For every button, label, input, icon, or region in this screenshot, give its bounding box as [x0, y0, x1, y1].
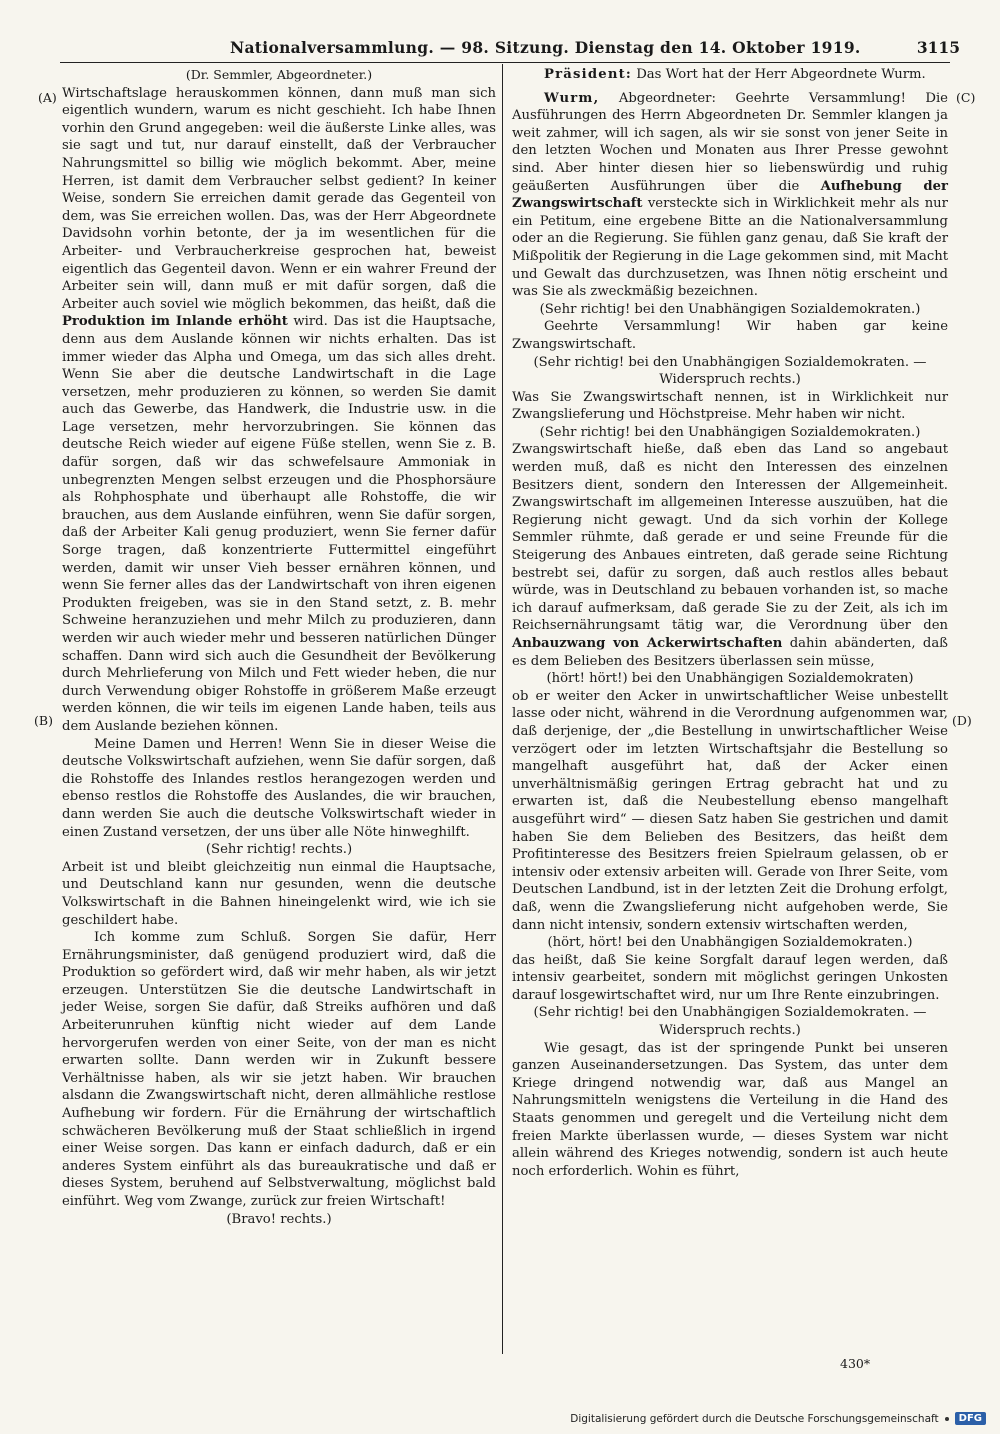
paragraph: ob er weiter den Acker in unwirtschaftlicher Weise unbestellt lasse oder nicht, während in die Verordnung aufgenommen war, daß derjenige, der „die Bestellung in unwirtschaftlicher Weise verzögert oder im letzten Wirtschaftsjahr die Bestellung so mangelhaft ausgeführt hat, daß der Acker einen unverhältnismäßig geringen Ertrag gebracht hat und zu erwarten ist, daß die Neubestellung ebenso mangelhaft ausgeführt wird“ — diesen Satz haben Sie gestrichen und damit haben Sie dem Belieben des Besitzers, das heißt dem Profitinteresse des Besitzers freien Spielraum gelassen, ob er intensiv oder extensiv arbeiten will. Gerade von Ihrer Seite, vom Deutschen Landbund, ist in der letzten Zeit die Drohung erfolgt, daß, wenn die Zwangslieferung nicht aufgehoben werde, Sie dann nicht intensiv, sondern extensiv wirtschaften werden,: [512, 688, 948, 933]
margin-marker-c: (C): [956, 90, 976, 105]
margin-marker-b: (B): [34, 713, 53, 728]
page-number: 3115: [916, 38, 960, 57]
emphasis: Produktion im Inlande erhöht: [62, 314, 288, 330]
header-title: Nationalversammlung. — 98. Sitzung. Dienstag den 14. Oktober 1919.: [230, 38, 861, 57]
separator-dot-icon: [945, 1417, 949, 1421]
paragraph: Ich komme zum Schluß. Sorgen Sie dafür, Herr Ernährungsminister, daß genügend produziert wird, daß die Produktion so gefördert wird, daß wir mehr haben, als wir jetzt erzeugen. Unterstützen Sie die deutsche Landwirtschaft in jeder Weise, sorgen Sie dafür, daß Streiks aufhören und daß Arbeiterunruhen künftig nicht wieder auf dem Lande hervorgerufen werden von einer Seite, von der man es nicht erwarten sollte. Dann werden wir in Zukunft bessere Verhältnisse haben, als wir sie jetzt haben. Wir brauchen alsdann die Zwangswirtschaft nicht, deren allmähliche restlose Aufhebung wir fordern. Für die Ernährung der wirtschaftlich schwächeren Bevölkerung muß der Staat schließlich in irgend einer Weise sorgen. Das kann er einfach dadurch, daß er ein anderes System einführt als das bureaukratische und daß er dieses System, beruhend auf Selbstverwaltung, möglichst bald einführt. Weg vom Zwange, zurück zur freien Wirtschaft!: [62, 930, 496, 1209]
margin-marker-a: (A): [38, 90, 57, 105]
paragraph: Wirtschaftslage herauskommen können, dann muß man sich eigentlich wundern, warum es nicht geschieht. Ich habe Ihnen vorhin den Grund angegeben: weil die äußerste Linke alles, was sie sagt und tut, nur darauf einstellt, daß der Verbraucher Nahrungsmittel so billig wie möglich bekommt. Aber, meine Herren, ist damit dem Verbraucher selbst gedient? In keiner Weise, sondern Sie erreichen damit gerade das Gegenteil von dem, was Sie erreichen wollen. Das, was der Herr Abgeordnete Davidsohn vorhin betonte, der ja im wesentlichen für die Arbeiter- und Verbraucherkreise gesprochen hat, beweist eigentlich das Gegenteil davon. Wenn er ein wahrer Freund der Arbeiter sein will, dann muß er mit dafür sorgen, daß die Arbeiter auch soviel wie möglich bekommen, das heißt, daß die Produktion im Inlande erhöht wird. Das ist die Hauptsache, denn aus dem Auslande können wir nichts erhalten. Das ist immer wieder das Alpha und Omega, um das sich alles dreht. Wenn Sie aber die deutsche Landwirtschaft in die Lage versetzen, mehr produzieren zu können, so werden Sie damit auch das Gewerbe, das Handwerk, die Industrie usw. in die Lage versetzen, mehr hervorzubringen. Sie können das deutsche Reich wieder auf eigene Füße stellen, wenn Sie z. B. dafür sorgen, daß wir das schwefelsaure Ammoniak in unbegrenzten Mengen selbst erzeugen und die Phosphorsäure als Rohphosphate und überhaupt alle Rohstoffe, die wir brauchen, aus dem Auslande einführen, wenn Sie dafür sorgen, daß der Arbeiter Kali genug produziert, wenn Sie ferner dafür Sorge tragen, daß konzentrierte Futtermittel eingeführt werden, damit wir unser Vieh besser ernähren können, und wenn Sie ferner alles das der Landwirtschaft von ihren eigenen Produkten freigeben, was sie in den Stand setzt, z. B. mehr Schweine heranzuziehen und mehr Milch zu produzieren, dann werden wir auch wieder mehr und besseren natürlichen Dünger schaffen. Dann wird sich auch die Gesundheit der Bevölkerung durch Mehrlieferung von Milch und Fett wieder heben, die nur durch Verwendung obiger Rohstoffe in größerem Maße erzeugt werden können, die wir teils im eigenen Lande haben, teils aus dem Auslande beziehen können.: [62, 85, 496, 734]
speaker-label: Wurm,: [544, 90, 600, 106]
page-header: [60, 36, 960, 60]
interjection: (Bravo! rechts.): [226, 1211, 332, 1227]
interjection: (hört, hört! bei den Unabhängigen Sozialdemokraten.): [547, 935, 913, 951]
emphasis: Aufhebung der Zwangswirtschaft: [512, 178, 948, 212]
speech-paragraph: Wurm, Abgeordneter: Geehrte Versammlung! Die Ausführungen des Herrn Abgeordneten Dr. Semmler klangen ja weit zahmer, will ich sagen, als wir sie sonst von jener Seite in den letzten Wochen und Monaten aus Ihrer Presse gewohnt sind. Aber hinter diesen hier so liebenswürdig und ruhig geäußerten Ausführungen über die Aufhebung der Zwangswirtschaft versteckte sich in Wirklichkeit mehr als nur ein Petitum, eine ergebene Bitte an die Nationalversammlung oder an die Regierung. Sie fühlen ganz genau, daß Sie kraft der Mißpolitik der Regierung in die Lage gekommen sind, mit Macht und Gewalt das durchzusetzen, was Ihnen nötig erscheint und was Sie als zweckmäßig bezeichnen.: [512, 90, 948, 300]
paragraph: das heißt, daß Sie keine Sorgfalt darauf legen werden, daß intensiv gearbeitet, sondern mit möglichst geringen Unkosten darauf losgewirtschaftet wird, nur um Ihre Rente einzubringen.: [512, 952, 948, 1003]
paragraph: Zwangswirtschaft hieße, daß eben das Land so angebaut werden muß, daß es nicht den Interessen des einzelnen Besitzers dient, sondern den Interessen der Allgemeinheit. Zwangswirtschaft im allgemeinen Interesse auszuüben, hat die Regierung nicht gewagt. Und da sich vorhin der Kollege Semmler rühmte, daß gerade er und seine Freunde für die Steigerung des Anbaues eintreten, daß gerade seine Richtung bestrebt sei, dafür zu sorgen, daß auch restlos alles bebaut würde, was in Deutschland zu bebauen vorhanden ist, so mache ich darauf aufmerksam, daß gerade Sie zu der Zeit, als ich im Reichsernährungsamt tätig war, die Verordnung über den Anbauzwang von Ackerwirtschaften dahin abänderten, daß es dem Belieben des Besitzers überlassen sein müsse,: [512, 442, 948, 669]
paragraph: Geehrte Versammlung! Wir haben gar keine Zwangswirtschaft.: [512, 319, 948, 352]
header-rule: [60, 62, 950, 63]
interjection: (Sehr richtig! bei den Unabhängigen Sozialdemokraten. — Widerspruch rechts.): [533, 354, 927, 388]
paragraph: Arbeit ist und bleibt gleichzeitig nun einmal die Hauptsache, und Deutschland kann nur gesunden, wenn die deutsche Volkswirtschaft in die Bahnen hineingelenkt wird, wie ich sie geschildert habe.: [62, 859, 496, 928]
president-statement: Präsident: Das Wort hat der Herr Abgeordnete Wurm.: [544, 67, 926, 82]
interjection: (Sehr richtig! bei den Unabhängigen Sozialdemokraten.): [539, 424, 921, 440]
dfg-logo: DFG: [955, 1412, 986, 1425]
right-column: [512, 66, 948, 1180]
signature-mark: 430*: [840, 1356, 871, 1371]
emphasis: Anbauzwang von Ackerwirtschaften: [512, 636, 783, 651]
margin-marker-d: (D): [952, 713, 972, 728]
footer-text: Digitalisierung gefördert durch die Deutsche Forschungsgemeinschaft: [570, 1412, 939, 1425]
left-column: [62, 66, 496, 1228]
interjection: (Sehr richtig! bei den Unabhängigen Sozialdemokraten.): [539, 301, 921, 317]
paragraph: Wie gesagt, das ist der springende Punkt bei unseren ganzen Auseinandersetzungen. Das System, das unter dem Kriege dringend notwendig war, daß aus Mangel an Nahrungsmitteln wenigstens die Verteilung in die Hand des Staats genommen und geregelt und die Verteilung nicht dem freien Markte überlassen wurde, — dieses System war nicht allein während des Krieges notwendig, sondern ist auch heute noch erforderlich. Wohin es führt,: [512, 1040, 948, 1179]
footer: [570, 1412, 986, 1425]
column-divider: [502, 64, 503, 1354]
interjection: (Sehr richtig! bei den Unabhängigen Sozialdemokraten. — Widerspruch rechts.): [533, 1005, 927, 1039]
interjection: (hört! hört!) bei den Unabhängigen Sozialdemokraten): [546, 671, 914, 687]
speaker-label: Präsident:: [544, 67, 633, 82]
speaker-continuation: (Dr. Semmler, Abgeordneter.): [185, 67, 373, 82]
paragraph: Meine Damen und Herren! Wenn Sie in dieser Weise die deutsche Volkswirtschaft aufziehen, wenn Sie dafür sorgen, daß die Rohstoffe des Inlandes restlos herangezogen werden und ebenso restlos die Rohstoffe des Auslandes, die wir brauchen, dann werden Sie auch die deutsche Volkswirtschaft wieder in einen Zustand versetzen, der uns über alle Nöte hinweghilft.: [62, 736, 496, 840]
interjection: (Sehr richtig! rechts.): [205, 842, 353, 858]
paragraph: Was Sie Zwangswirtschaft nennen, ist in Wirklichkeit nur Zwangslieferung und Höchstpreise. Mehr haben wir nicht.: [512, 389, 948, 423]
